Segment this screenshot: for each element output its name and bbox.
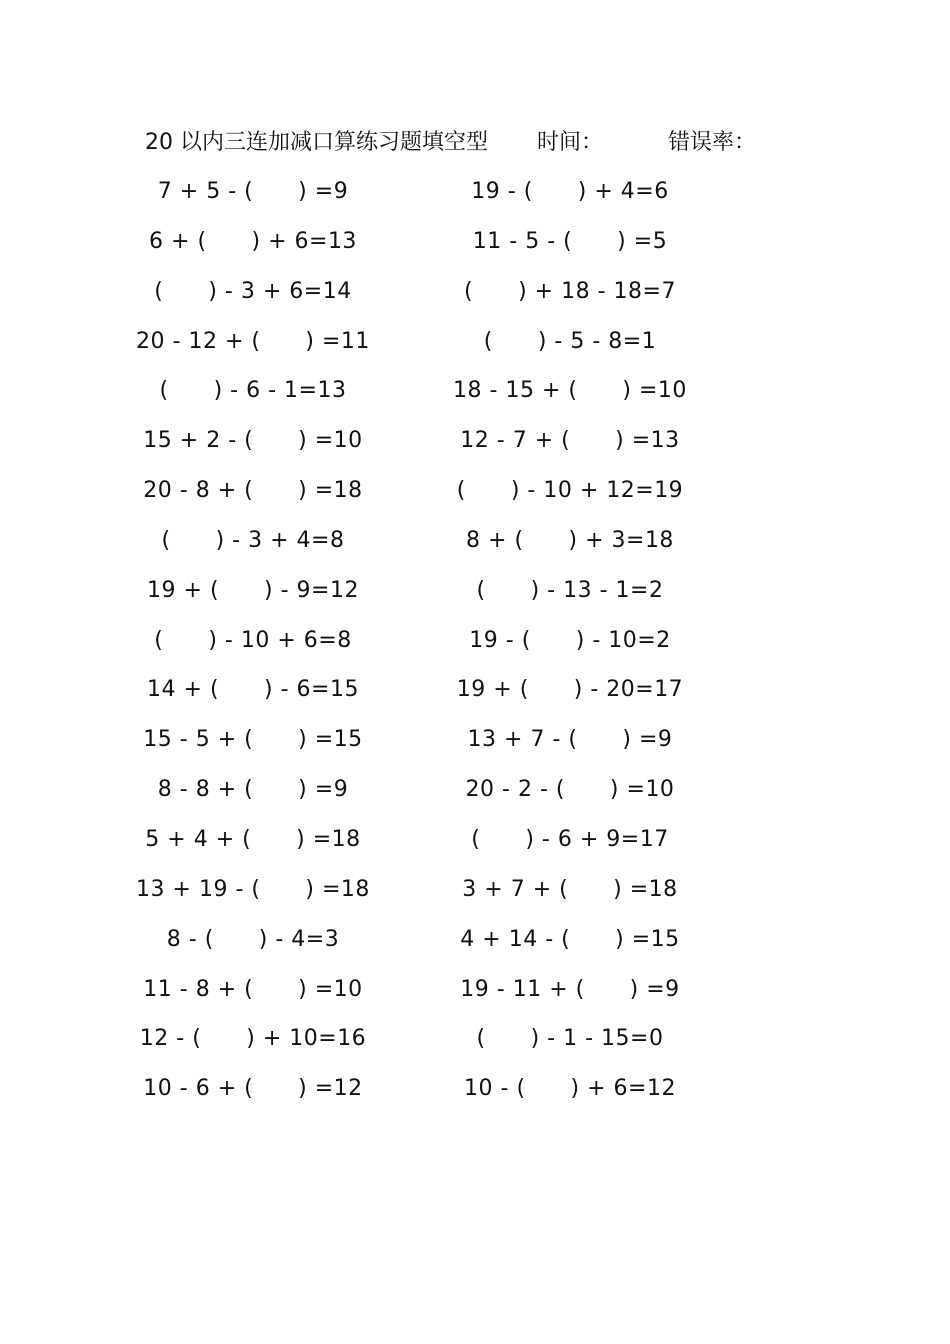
problem-row: 8 - 8 + ( ) =9 [157, 777, 349, 803]
problem-row: ( ) - 6 - 1=13 [159, 378, 347, 404]
problem-row: 20 - 8 + ( ) =18 [143, 478, 363, 504]
problem-row: ( ) - 6 + 9=17 [471, 826, 669, 852]
problem-row: 19 + ( ) - 9=12 [147, 577, 359, 603]
problem-row: 4 + 14 - ( ) =15 [460, 926, 680, 952]
time-label: 时间： [537, 130, 604, 155]
problem-row: 19 - ( ) - 10=2 [469, 627, 671, 653]
problem-row: ( ) + 18 - 18=7 [464, 278, 676, 304]
problem-row: 11 - 8 + ( ) =10 [143, 976, 363, 1002]
problem-row: 14 + ( ) - 6=15 [147, 677, 359, 703]
problem-row: ( ) - 3 + 4=8 [161, 527, 345, 553]
problem-row: 7 + 5 - ( ) =9 [157, 179, 349, 204]
problem-row: 12 - ( ) + 10=16 [139, 1026, 367, 1052]
problem-row: ( ) - 10 + 6=8 [154, 627, 352, 653]
problem-row: 12 - 7 + ( ) =13 [460, 428, 680, 454]
problem-row: ( ) - 13 - 1=2 [476, 577, 664, 603]
problem-row: 15 + 2 - ( ) =10 [143, 428, 363, 454]
worksheet-title: 20 以内三连加减口算练习题填空型 [145, 130, 488, 155]
problem-row: ( ) - 5 - 8=1 [483, 328, 657, 354]
problem-row: 19 + ( ) - 20=17 [456, 677, 684, 703]
problem-row: 5 + 4 + ( ) =18 [145, 826, 361, 852]
problem-row: ( ) - 10 + 12=19 [456, 478, 684, 504]
problem-row: 19 - ( ) + 4=6 [471, 179, 669, 204]
problem-row: 10 - ( ) + 6=12 [464, 1076, 676, 1102]
problem-row: 15 - 5 + ( ) =15 [143, 727, 363, 753]
problem-row: 19 - 11 + ( ) =9 [460, 976, 680, 1002]
problem-row: 18 - 15 + ( ) =10 [453, 378, 687, 404]
problem-row: 20 - 12 + ( ) =11 [136, 328, 370, 354]
worksheet-header [145, 126, 785, 160]
problem-row: 8 + ( ) + 3=18 [466, 527, 674, 553]
error-rate-label: 错误率： [668, 130, 757, 155]
problem-row: 20 - 2 - ( ) =10 [465, 777, 675, 803]
left-problem-column [128, 174, 378, 1121]
problem-row: 13 + 19 - ( ) =18 [136, 876, 370, 902]
problem-row: 13 + 7 - ( ) =9 [467, 727, 673, 753]
problem-row: 10 - 6 + ( ) =12 [143, 1076, 363, 1102]
problem-row: ( ) - 3 + 6=14 [154, 278, 352, 304]
right-problem-column [445, 174, 695, 1121]
problem-row: ( ) - 1 - 15=0 [476, 1026, 664, 1052]
problem-row: 8 - ( ) - 4=3 [166, 926, 340, 952]
problem-row: 3 + 7 + ( ) =18 [462, 876, 678, 902]
problem-row: 6 + ( ) + 6=13 [149, 228, 357, 254]
problem-row: 11 - 5 - ( ) =5 [472, 228, 668, 254]
